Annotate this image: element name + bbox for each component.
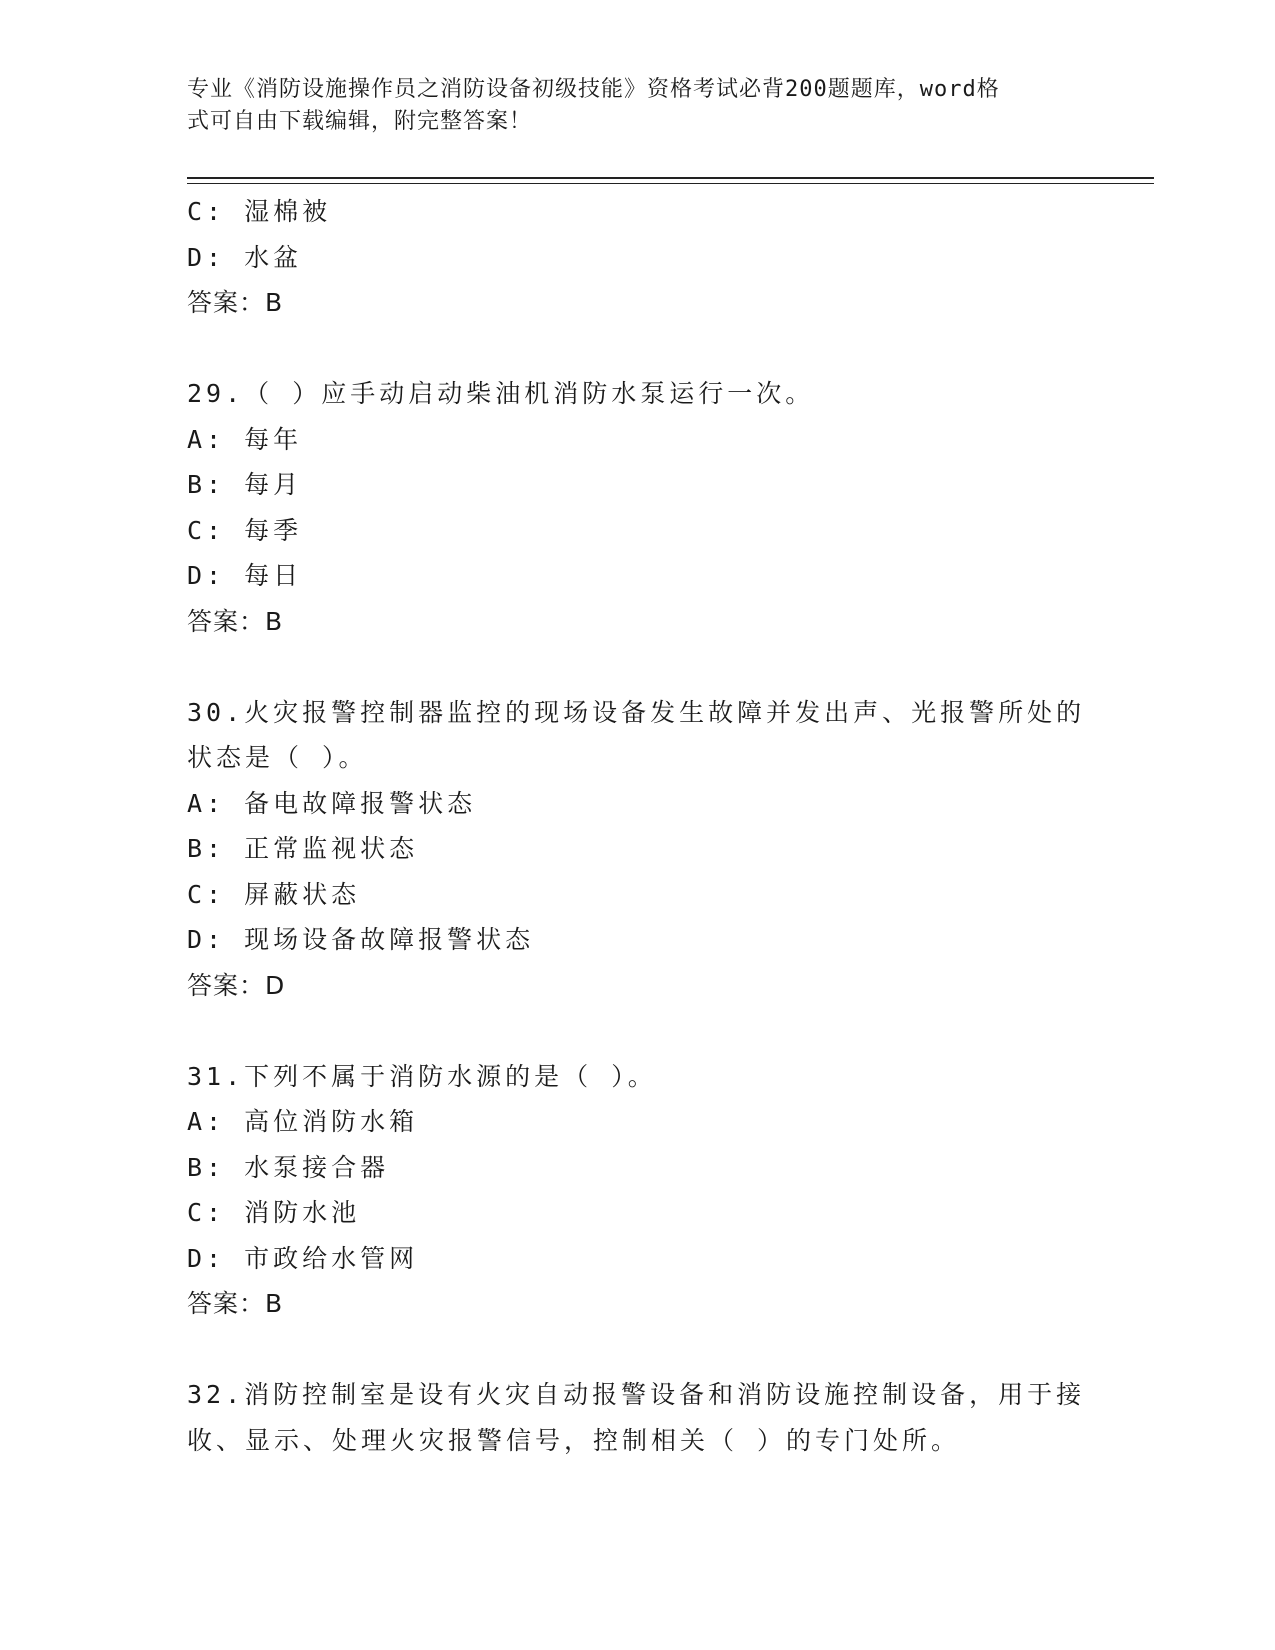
option-b: B: 正常监视状态 bbox=[187, 834, 419, 863]
question-content bbox=[187, 189, 1087, 1463]
option-d: D: 市政给水管网 bbox=[187, 1243, 419, 1273]
spacer bbox=[187, 326, 1087, 372]
option-d: D: 现场设备故障报警状态 bbox=[187, 925, 535, 954]
page-header bbox=[187, 74, 1067, 138]
option-d: D: 水盆 bbox=[187, 242, 303, 272]
option-a: A: 备电故障报警状态 bbox=[187, 788, 477, 818]
question-29 bbox=[187, 371, 1087, 644]
header-divider-thick bbox=[187, 177, 1154, 179]
answer-label: 答案：B bbox=[187, 288, 284, 317]
option-c: C: 消防水池 bbox=[187, 1198, 361, 1227]
option-a: A: 高位消防水箱 bbox=[187, 1107, 419, 1136]
question-stem-line-2: 状态是（ ）。 bbox=[187, 743, 368, 772]
question-stem-line-1: 30.火灾报警控制器监控的现场设备发生故障并发出声、光报警所处的 bbox=[187, 697, 1086, 727]
option-c: C: 湿棉被 bbox=[187, 197, 332, 226]
answer-label: 答案：B bbox=[187, 606, 284, 636]
answer-label: 答案：D bbox=[187, 970, 286, 1000]
question-31 bbox=[187, 1054, 1087, 1327]
question-stem: 29.（ ）应手动启动柴油机消防水泵运行一次。 bbox=[187, 379, 815, 408]
option-a: A: 每年 bbox=[187, 424, 303, 454]
spacer bbox=[187, 644, 1087, 690]
option-c: C: 每季 bbox=[187, 515, 303, 545]
spacer bbox=[187, 1008, 1087, 1054]
option-c: C: 屏蔽状态 bbox=[187, 879, 361, 909]
question-30 bbox=[187, 690, 1087, 1009]
header-divider-thin bbox=[187, 183, 1154, 184]
question-32 bbox=[187, 1372, 1087, 1463]
spacer bbox=[187, 1327, 1087, 1373]
option-b: B: 每月 bbox=[187, 470, 303, 499]
question-stem: 31.下列不属于消防水源的是（ ）。 bbox=[187, 1061, 657, 1091]
option-b: B: 水泵接合器 bbox=[187, 1152, 390, 1182]
answer-label: 答案：B bbox=[187, 1289, 284, 1318]
question-stem-line-2: 收、显示、处理火灾报警信号，控制相关（ ）的专门处所。 bbox=[187, 1425, 961, 1455]
question-28-tail bbox=[187, 189, 1087, 326]
option-d: D: 每日 bbox=[187, 561, 303, 590]
question-stem-line-1: 32.消防控制室是设有火灾自动报警设备和消防设施控制设备，用于接 bbox=[187, 1380, 1086, 1409]
header-title-line-2: 式可自由下载编辑，附完整答案！ bbox=[187, 109, 533, 134]
header-title-line-1: 专业《消防设施操作员之消防设备初级技能》资格考试必背200题题库，word格 bbox=[187, 77, 1000, 102]
